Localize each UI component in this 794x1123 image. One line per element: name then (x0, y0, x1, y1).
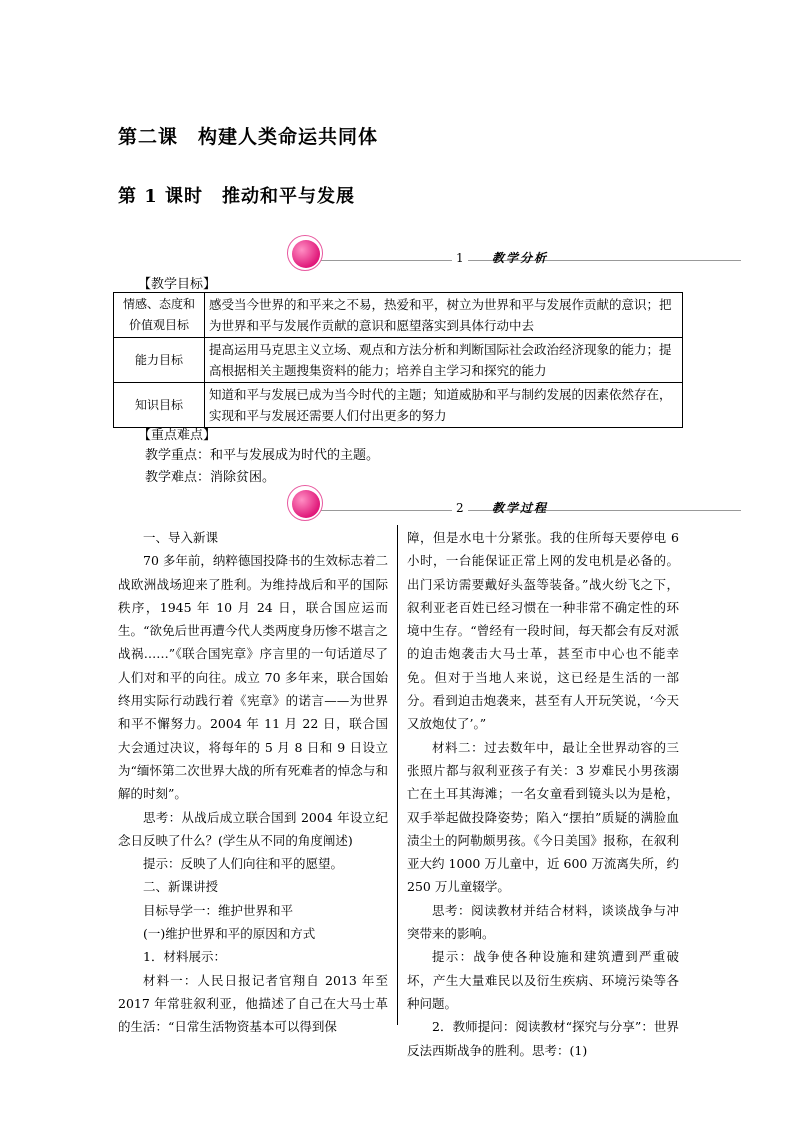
objective-key: 能力目标 (114, 338, 205, 383)
paragraph: 2．教师提问：阅读教材“探究与分享”：世界反法西斯战争的胜利。思考：(1) (407, 1019, 679, 1058)
left-column (118, 526, 388, 1039)
section-number: 2 (452, 501, 468, 515)
right-column (407, 526, 679, 1062)
paragraph: (一)维护世界和平的原因和方式 (143, 926, 316, 942)
key-points-heading: 【重点难点】 (138, 428, 217, 443)
objective-key: 知识目标 (114, 383, 205, 428)
paragraph: 思考：阅读教材并结合材料，谈谈战争与冲突带来的影响。 (407, 902, 679, 942)
paragraph: 提示：战争使各种设施和建筑遭到严重破坏，产生大量难民以及衍生疾病、环境污染等各种问题。 (407, 949, 679, 1011)
paragraph: 材料一：人民日报记者官翔自 2013 年至 2017 年常驻叙利亚，他描述了自己在大马士革的生活：“日常生活物资基本可以得到保 (118, 972, 388, 1035)
paragraph: 70 多年前，纳粹德国投降书的生效标志着二战欧洲战场迎来了胜利。为维持战后和平的国际秩序，1945 年 10 月 24 日，联合国应运而生。“欲免后世再遭今代人类两度身历惨不堪言之战祸……”《联合国宪章》序言里的一句话道尽了人们对和平的向往。成立 70 多年来，联合国始终用实际行动践行着《宪章》的诺言——为世界和平不懈努力。2004 年 11 月 22 日，联合国大会通过决议，将每年的 5 月 8 日和 9 日设立为“缅怀第二次世界大战的所有死难者的悼念与和解的时刻”。 (118, 553, 388, 802)
section-label: 教学分析 (492, 251, 549, 265)
objective-key (114, 293, 205, 338)
objective-key-line: 价值观目标 (128, 318, 189, 332)
paragraph: 一、导入新课 (143, 530, 219, 545)
lesson-title: 第二课 构建人类命运共同体 (118, 126, 379, 148)
objective-value: 感受当今世界的和平来之不易，热爱和平，树立为世界和平与发展作贡献的意识；把为世界和平与发展作贡献的意识和愿望落实到具体行动中去 (205, 293, 683, 338)
objectives-heading: 【教学目标】 (138, 277, 217, 292)
paragraph: 二、新课讲授 (143, 879, 219, 895)
paragraph: 目标导学一：维护世界和平 (143, 902, 294, 918)
paragraph: 材料二：过去数年中，最让全世界动容的三张照片都与叙利亚孩子有关：3 岁难民小男孩溺亡在土耳其海滩；一名女童看到镜头以为是枪，双手举起做投降姿势；陷入“摆拍”质疑的满脸血渍尘土的阿勒颇男孩。《今日美国》报称，在叙利亚大约 1000 万儿童中，近 600 万流离失所，约 250 万儿童辍学。 (407, 739, 679, 895)
column-divider (397, 525, 398, 1025)
paragraph: 提示：反映了人们向往和平的愿望。 (143, 856, 344, 872)
teaching-difficulty: 教学难点：消除贫困。 (145, 470, 276, 485)
section-header-analysis (287, 235, 747, 275)
paragraph: 思考：从战后成立联合国到 2004 年设立纪念日反映了什么？(学生从不同的角度阐述) (118, 809, 388, 848)
section-number: 1 (452, 251, 468, 265)
table-row (114, 338, 683, 383)
section-circle-icon (287, 485, 323, 521)
paragraph: 1．材料展示： (143, 949, 226, 965)
paragraph: 障，但是水电十分紧张。我的住所每天要停电 6 小时，一台能保证正常上网的发电机是必备的。出门采访需要戴好头盔等装备。”战火纷飞之下，叙利亚老百姓已经习惯在一种非常不确定性的环境中生存。“曾经有一段时间，每天都会有反对派的迫击炮袭击大马士革，甚至市中心也不能幸免。但对于当地人来说，这已经是生活的一部分。看到迫击炮袭来，甚至有人开玩笑说，‘今天又放炮仗了’。” (407, 530, 679, 732)
section-circle-icon (287, 235, 323, 271)
period-title: 第 1 课时 推动和平与发展 (118, 186, 356, 207)
section-label: 教学过程 (492, 501, 549, 515)
objectives-table (113, 292, 683, 428)
table-row (114, 293, 683, 338)
teaching-focus: 教学重点：和平与发展成为时代的主题。 (145, 448, 380, 463)
section-header-process (287, 485, 747, 525)
table-row (114, 383, 683, 428)
objective-key-line: 情感、态度和 (122, 297, 195, 311)
objective-value: 提高运用马克思主义立场、观点和方法分析和判断国际社会政治经济现象的能力；提高根据相关主题搜集资料的能力；培养自主学习和探究的能力 (205, 338, 683, 383)
objective-value: 知道和平与发展已成为当今时代的主题；知道威胁和平与制约发展的因素依然存在，实现和平与发展还需要人们付出更多的努力 (205, 383, 683, 428)
